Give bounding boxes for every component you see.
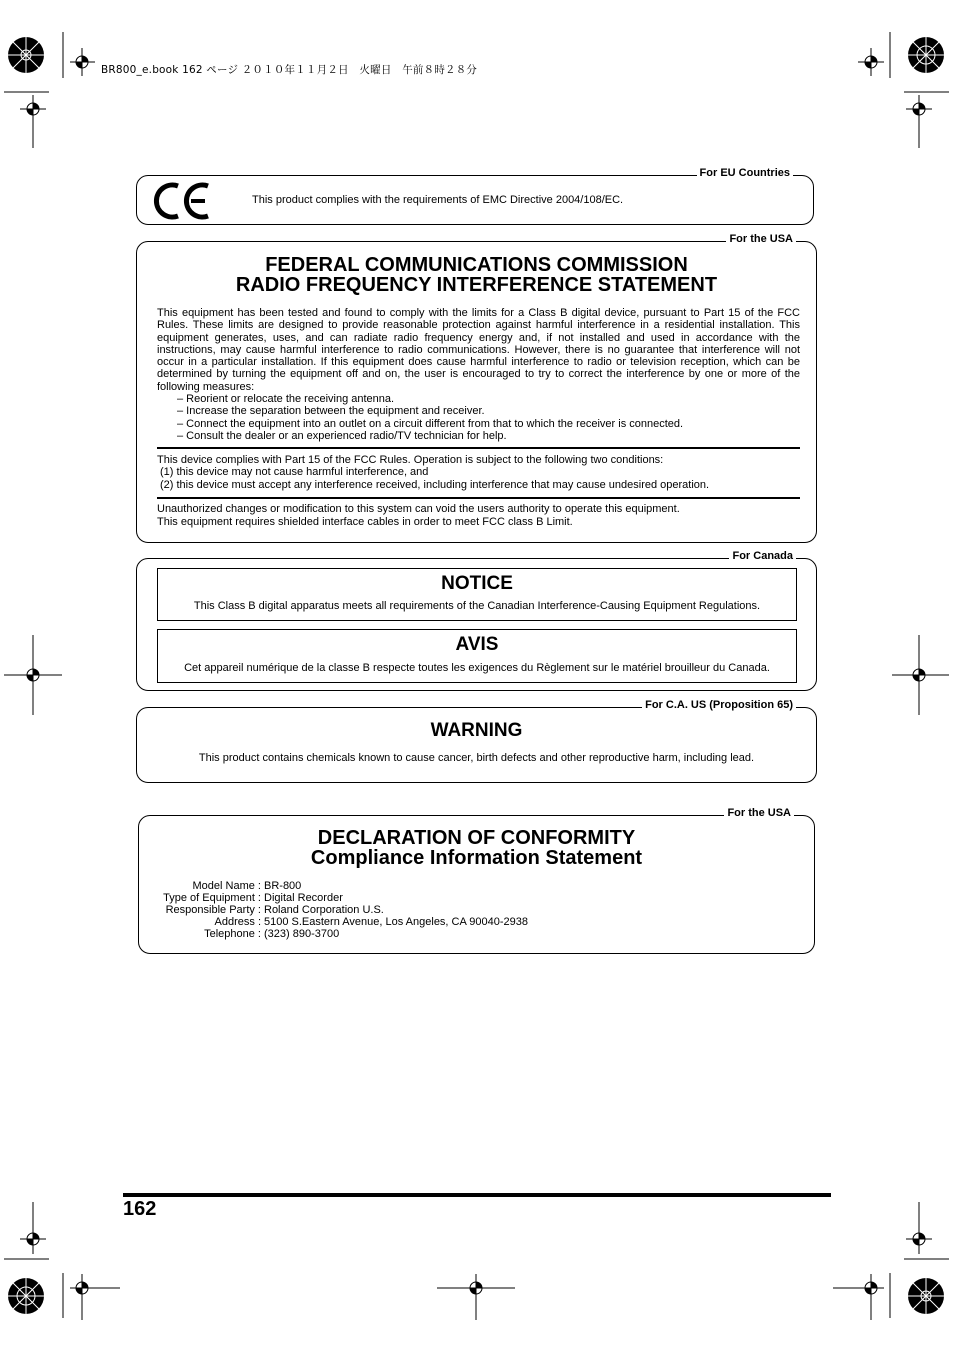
shielded-cables-text: This equipment requires shielded interface cables in order to meet FCC class B Limit. (157, 516, 573, 528)
ce-mark-icon (153, 180, 211, 222)
condition-2: (2) this device must accept any interference received, including interference that may cause undesired operation. (160, 479, 710, 491)
fcc-usa-label: For the USA (726, 233, 796, 245)
doc-key: Responsible Party : (165, 904, 261, 916)
doc-title-line1: DECLARATION OF CONFORMITY (317, 827, 636, 849)
warning-text: This product contains chemicals known to cause cancer, birth defects and other reproductive harm, including lead. (198, 752, 755, 764)
notice-text: This Class B digital apparatus meets all requirements of the Canadian Interference-Causing Equipment Regulations. (193, 600, 761, 612)
list-item: – Consult the dealer or an experienced radio/TV technician for help. (177, 429, 507, 442)
canada-label: For Canada (729, 550, 796, 562)
doc-value: Roland Corporation U.S. (264, 904, 384, 916)
fcc-paragraph: This equipment has been tested and found to comply with the limits for a Class B digital device, pursuant to Part 15 of the FCC Rules. These limits are designed to provide reasonable protection against harmful interference in a residential installation. This equipment generates, uses, and can radiate radio frequency energy and, if not installed and used in accordance with the instructions, may cause harmful interference to radio communications. However, there is no guarantee that interference will not occur in a particular installation. If this equipment does cause harmful interference to radio or television reception, which can be determined by turning the equipment off and on, the user is encouraged to try to correct the interference by one or more of the following measures: (157, 307, 800, 393)
warning-title: WARNING (430, 720, 523, 741)
doc-value: 5100 S.Eastern Avenue, Los Angeles, CA 90040-2938 (264, 916, 528, 928)
eu-countries-label: For EU Countries (697, 167, 793, 179)
notice-box (157, 568, 797, 621)
fcc-title-line1: FEDERAL COMMUNICATIONS COMMISSION (265, 254, 688, 276)
part15-line: This device complies with Part 15 of the FCC Rules. Operation is subject to the following two conditions: (157, 454, 664, 466)
divider (157, 497, 800, 499)
list-item: – Increase the separation between the equipment and receiver. (177, 405, 485, 418)
declaration-box (138, 807, 815, 954)
doc-value: Digital Recorder (264, 892, 343, 904)
notice-title: NOTICE (441, 573, 513, 594)
file-header-line: BR800_e.book 162 ページ ２０１０年１１月２日 火曜日 午前８時２８分 (101, 64, 478, 76)
doc-value: BR-800 (264, 880, 302, 892)
avis-text: Cet appareil numérique de la classe B respecte toutes les exigences du Règlement sur le matériel brouilleur du Canada. (184, 662, 770, 674)
eu-compliance-text: This product complies with the requirements of EMC Directive 2004/108/EC. (252, 194, 624, 206)
fcc-measures-list (177, 393, 683, 442)
fcc-statement-box (136, 233, 817, 543)
list-item: – Reorient or relocate the receiving antenna. (177, 393, 395, 405)
fcc-title-line2: RADIO FREQUENCY INTERFERENCE STATEMENT (235, 274, 718, 296)
page-number: 162 (123, 1198, 157, 1220)
doc-key: Type of Equipment : (163, 892, 261, 904)
footer-rule (123, 1193, 831, 1197)
divider (157, 447, 800, 449)
list-item: – Connect the equipment into an outlet on a circuit different from that to which the receiver is connected. (177, 417, 684, 430)
avis-box (157, 629, 797, 683)
doc-key: Telephone : (204, 928, 261, 940)
doc-value: (323) 890-3700 (264, 928, 340, 940)
condition-1: (1) this device may not cause harmful interference, and (160, 466, 429, 478)
prop65-box (136, 699, 817, 783)
avis-title: AVIS (455, 634, 499, 655)
unauthorized-changes-text: Unauthorized changes or modification to this system can void the users authority to operate this equipment. (157, 503, 680, 515)
doc-key: Address : (214, 916, 261, 928)
doc-key: Model Name : (192, 880, 261, 892)
eu-compliance-box (136, 167, 814, 225)
canada-box (136, 550, 817, 691)
prop65-label: For C.A. US (Proposition 65) (642, 699, 796, 711)
doc-title-line2: Compliance Information Statement (310, 847, 643, 869)
doc-usa-label: For the USA (724, 807, 794, 819)
